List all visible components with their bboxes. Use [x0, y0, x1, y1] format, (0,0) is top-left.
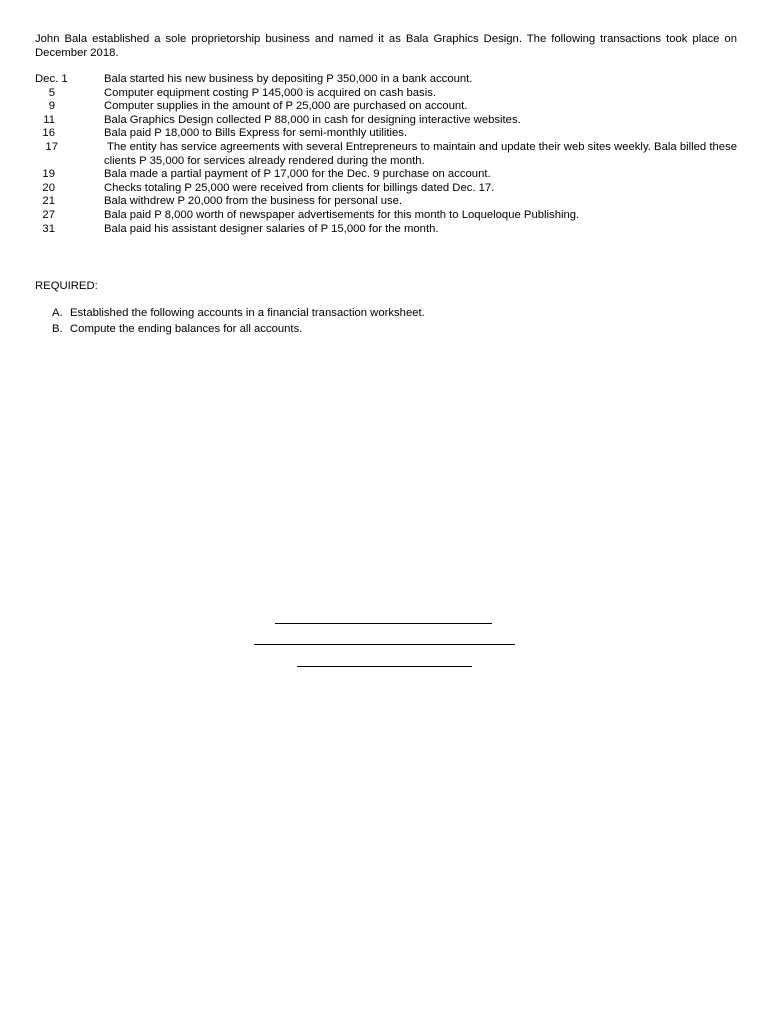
required-item-text: Compute the ending balances for all accounts. — [70, 322, 303, 335]
transaction-text: Computer equipment costing P 145,000 is acquired on cash basis. — [104, 86, 436, 99]
transaction-row — [35, 141, 737, 168]
transaction-day: 27 — [42, 208, 55, 221]
transaction-day: 5 — [48, 86, 55, 99]
transaction-list — [35, 73, 737, 236]
transaction-day: 21 — [42, 195, 55, 208]
transaction-text: Bala paid P 8,000 worth of newspaper advertisements for this month to Loqueloque Publishing. — [104, 208, 580, 221]
transaction-row — [35, 73, 737, 87]
transaction-day: 1 — [61, 73, 68, 85]
required-item-text: Established the following accounts in a financial transaction worksheet. — [70, 307, 425, 319]
transaction-row — [35, 87, 737, 101]
transaction-day: 9 — [48, 100, 55, 113]
transaction-text: Computer supplies in the amount of P 25,000 are purchased on account. — [104, 100, 468, 113]
transaction-row — [35, 100, 737, 114]
required-heading: REQUIRED: — [35, 280, 98, 292]
transaction-text: Bala started his new business by depositing P 350,000 in a bank account. — [104, 73, 473, 85]
transaction-text: Checks totaling P 25,000 were received from clients for billings dated Dec. 17. — [104, 181, 495, 194]
required-item — [52, 323, 732, 337]
transaction-day: 11 — [43, 113, 55, 126]
transaction-day: 17 — [45, 140, 58, 153]
required-item — [52, 307, 732, 321]
transaction-text: Bala made a partial payment of P 17,000 for the Dec. 9 purchase on account. — [104, 168, 491, 181]
transaction-day: 20 — [42, 181, 55, 194]
required-item-letter: B. — [52, 322, 63, 335]
intro-paragraph: John Bala established a sole proprietorship business and named it as Bala Graphics Design. The following transactions took place on December 2018. — [35, 33, 737, 59]
transaction-row — [35, 168, 737, 182]
transaction-row — [35, 223, 737, 237]
transaction-text: Bala paid his assistant designer salaries of P 15,000 for the month. — [104, 222, 439, 235]
transaction-day: 19 — [42, 168, 55, 181]
transaction-row — [35, 195, 737, 209]
transaction-text: Bala Graphics Design collected P 88,000 in cash for designing interactive websites. — [104, 113, 521, 126]
required-item-letter: A. — [52, 307, 63, 319]
transaction-day: 31 — [42, 222, 55, 235]
transaction-text: The entity has service agreements with several Entrepreneurs to maintain and update their web sites weekly. Bala billed these clients P 35,000 for services already rendered during the month. — [104, 140, 737, 167]
signature-line — [254, 644, 515, 645]
transaction-month: Dec. — [35, 73, 59, 85]
signature-line — [297, 666, 472, 667]
transaction-row — [35, 182, 737, 196]
transaction-text: Bala paid P 18,000 to Bills Express for semi-monthly utilities. — [104, 127, 408, 140]
signature-line — [275, 623, 492, 624]
transaction-row — [35, 127, 737, 141]
required-list — [52, 307, 732, 338]
transaction-text: Bala withdrew P 20,000 from the business for personal use. — [104, 195, 403, 208]
transaction-row — [35, 209, 737, 223]
transaction-day: 16 — [42, 127, 55, 140]
transaction-row — [35, 114, 737, 128]
